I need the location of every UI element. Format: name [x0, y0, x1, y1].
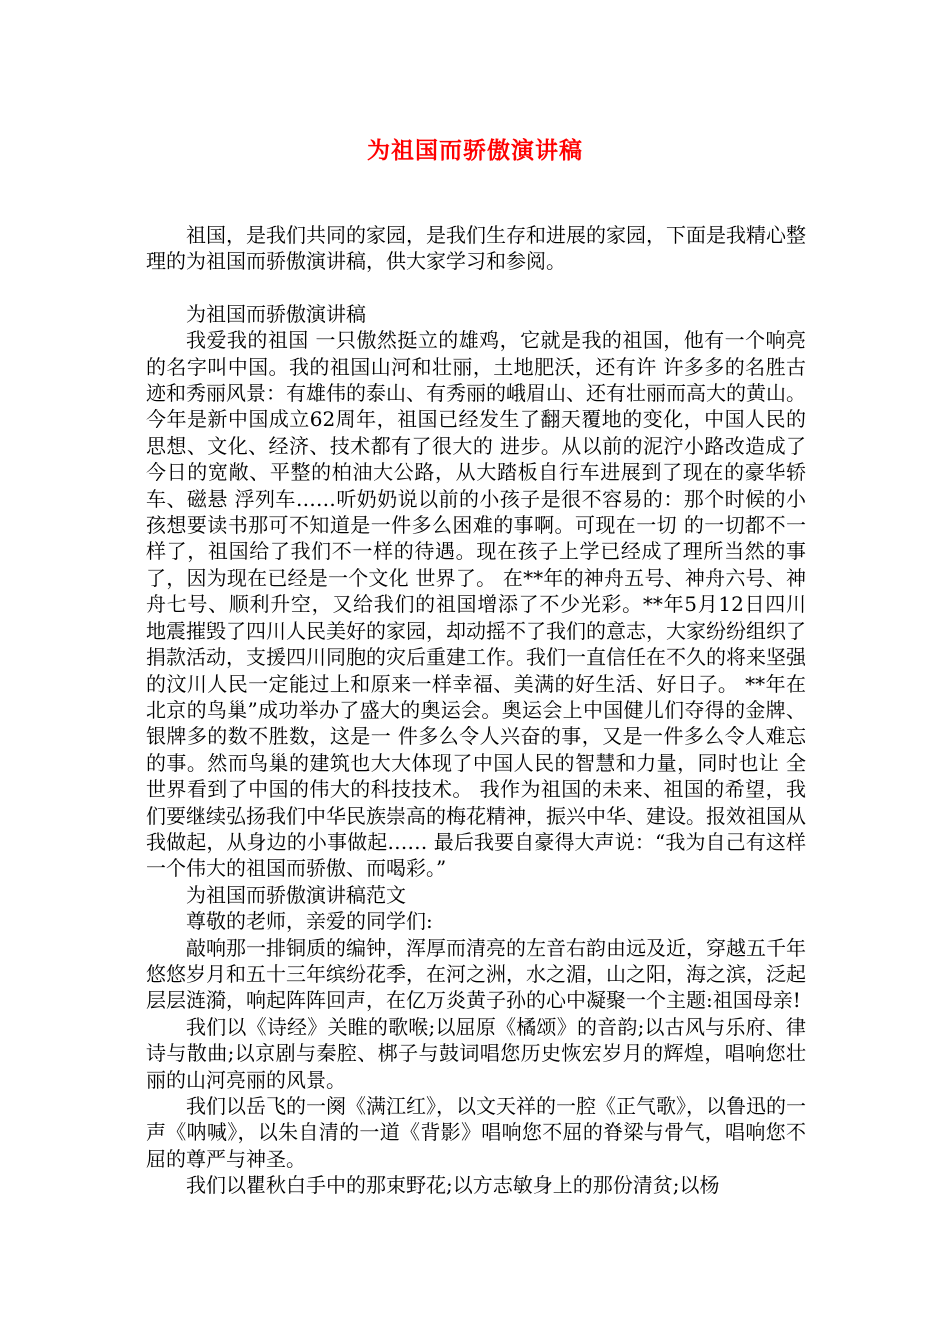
document-body: [146, 222, 806, 1199]
body-paragraph: 我们以瞿秋白手中的那束野花;以方志敏身上的那份清贫;以杨: [186, 1173, 720, 1198]
intro-paragraph: 祖国，是我们共同的家园，是我们生存和进展的家园，下面是我精心整理的为祖国而骄傲演讲稿，供大家学习和参阅。: [146, 223, 806, 274]
section-heading: 为祖国而骄傲演讲稿范文: [186, 882, 406, 907]
body-paragraph: 敲响那一排铜质的编钟，浑厚而清亮的左音右韵由远及近，穿越五千年悠悠岁月和五十三年缤纷花季，在河之洲，水之湄，山之阳，海之滨，泛起层层涟漪，响起阵阵回声，在亿万炎黄子孙的心中凝聚一个主题:祖国母亲!: [146, 935, 806, 1013]
salutation: 尊敬的老师，亲爱的同学们:: [186, 909, 433, 934]
body-paragraph: 我爱我的祖国 一只傲然挺立的雄鸡，它就是我的祖国，他有一个响亮的名字叫中国。我的祖国山河和壮丽，土地肥沃，还有许 许多多的名胜古迹和秀丽风景：有雄伟的泰山、有秀丽的峨眉山、还有壮丽而高大的黄山。 今年是新中国成立62周年，祖国已经发生了翻天覆地的变化，中国人民的思想、文化、经济、技术都有了很大的 进步。从以前的泥泞小路改造成了今日的宽敞、平整的柏油大公路，从大踏板自行车进展到了现在的豪华轿车、磁悬 浮列车……听奶奶说以前的小孩子是很不容易的：那个时候的小孩想要读书那可不知道是一件多么困难的事啊。可现在一切 的一切都不一样了，祖国给了我们不一样的待遇。现在孩子上学已经成了理所当然的事了，因为现在已经是一个文化 世界了。 在**年的神舟五号、神舟六号、神舟七号、顺利升空，又给我们的祖国增添了不少光彩。**年5月12日四川 地震摧毁了四川人民美好的家园，却动摇不了我们的意志，大家纷纷组织了捐款活动，支援四川同胞的灾后重建工作。我们一直信任在不久的将来坚强的汶川人民一定能过上和原来一样幸福、美满的好生活、好日子。 **年在北京的鸟巢”成功举办了盛大的奥运会。奥运会上中国健儿们夺得的金牌、银牌多的数不胜数，这是一 件多么令人兴奋的事，又是一件多么令人难忘的事。然而鸟巢的建筑也大大体现了中国人民的智慧和力量，同时也让 全世界看到了中国的伟大的科技技术。 我作为祖国的未来、祖国的希望，我们要继续弘扬我们中华民族崇高的梅花精神，振兴中华、建设。报效祖国从 我做起，从身边的小事做起…… 最后我要自豪得大声说：“我为自己有这样一个伟大的祖国而骄傲、而喝彩。”: [146, 328, 806, 881]
body-paragraph: 我们以岳飞的一阕《满江红》，以文天祥的一腔《正气歌》，以鲁迅的一声《呐喊》，以朱自清的一道《背影》唱响您不屈的脊梁与骨气，唱响您不屈的尊严与神圣。: [146, 1094, 806, 1171]
document-title: 为祖国而骄傲演讲稿: [367, 138, 583, 164]
section-heading: 为祖国而骄傲演讲稿: [186, 301, 366, 326]
body-paragraph: 我们以《诗经》关睢的歌喉;以屈原《橘颂》的音韵;以古风与乐府、律诗与散曲;以京剧与秦腔、梆子与鼓词唱您历史恢宏岁月的辉煌，唱响您壮丽的山河亮丽的风景。: [146, 1014, 806, 1092]
